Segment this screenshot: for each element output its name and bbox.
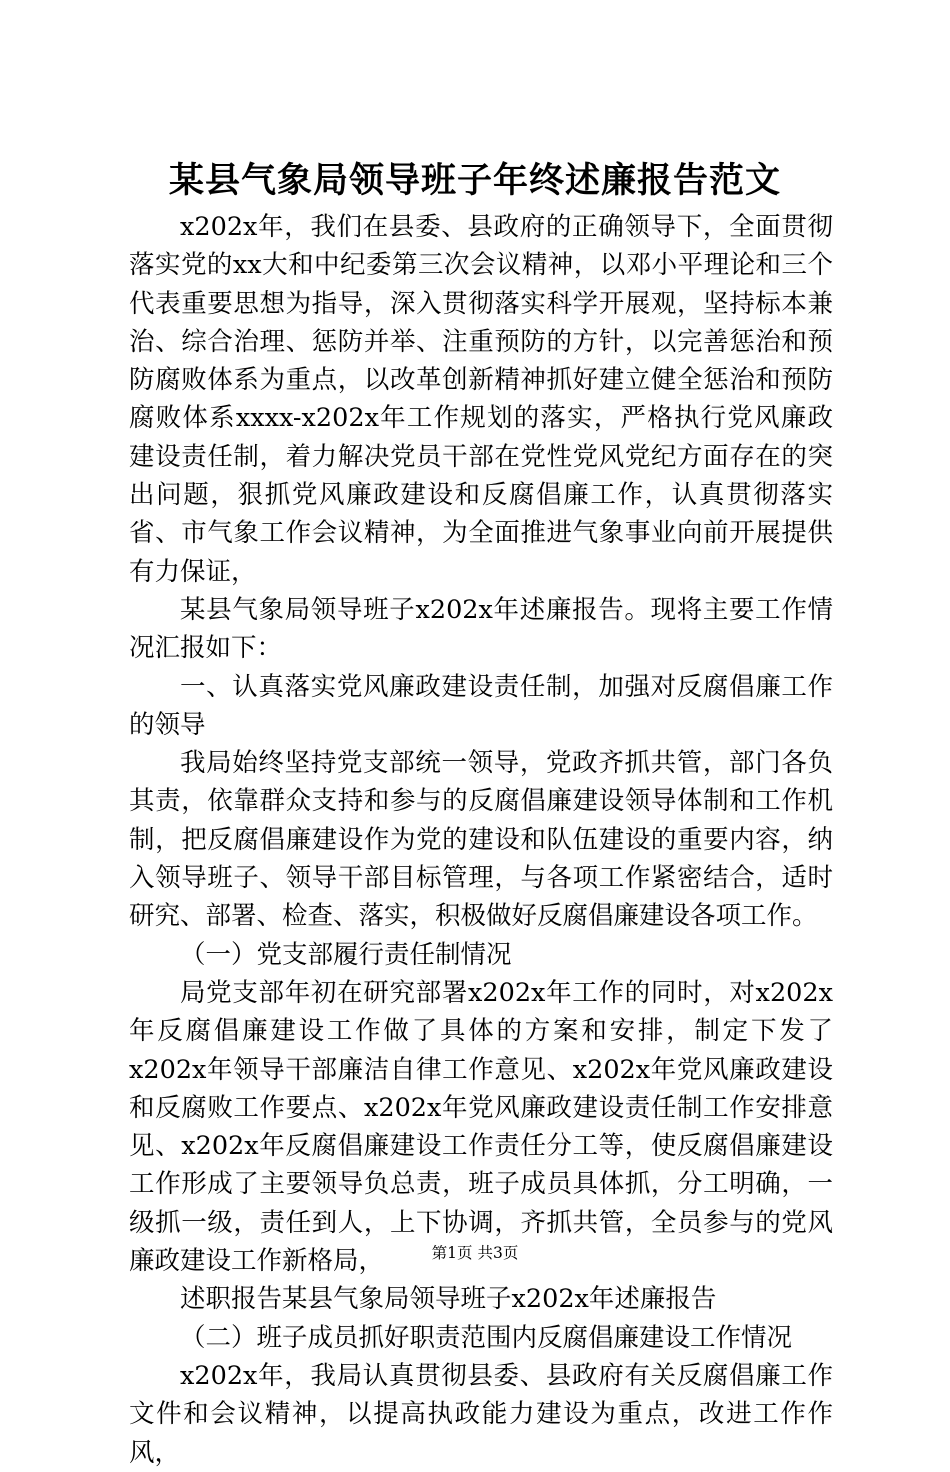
document-body: [129, 208, 833, 1472]
paragraph: x202x年，我局认真贯彻县委、县政府有关反腐倡廉工作文件和会议精神，以提高执政能力建设为重点，改进工作作风，: [129, 1360, 833, 1468]
paragraph: 某县气象局领导班子x202x年述廉报告。现将主要工作情况汇报如下：: [129, 594, 833, 664]
document-title: 某县气象局领导班子年终述廉报告范文: [168, 160, 781, 201]
page-number-footer: 第1页 共3页: [431, 1244, 519, 1262]
section-heading: 一、认真落实党风廉政建设责任制，加强对反腐倡廉工作的领导: [129, 671, 833, 740]
paragraph: 述职报告某县气象局领导班子x202x年述廉报告: [180, 1284, 717, 1315]
paragraph: 我局始终坚持党支部统一领导，党政齐抓共管，部门各负其责，依靠群众支持和参与的反腐倡廉建设领导体制和工作机制，把反腐倡廉建设作为党的建设和队伍建设的重要内容，纳入领导班子、领导干部目标管理，与各项工作紧密结合，适时研究、部署、检查、落实，积极做好反腐倡廉建设各项工作。: [129, 748, 833, 932]
paragraph: 局党支部年初在研究部署x202x年工作的同时，对x202x年反腐倡廉建设工作做了具体的方案和安排，制定下发了x202x年领导干部廉洁自律工作意见、x202x年党风廉政建设和反腐败工作要点、x202x年党风廉政建设责任制工作安排意见、x202x年反腐倡廉建设工作责任分工等，使反腐倡廉建设工作形成了主要领导负总责，班子成员具体抓，分工明确，一级抓一级，责任到人，上下协调，齐抓共管，全员参与的党风廉政建设工作新格局，: [129, 977, 833, 1277]
subsection-heading: （一）党支部履行责任制情况: [180, 939, 512, 970]
subsection-heading: （二）班子成员抓好职责范围内反腐倡廉建设工作情况: [180, 1322, 793, 1353]
paragraph: x202x年，我们在县委、县政府的正确领导下，全面贯彻落实党的xx大和中纪委第三次会议精神，以邓小平理论和三个代表重要思想为指导，深入贯彻落实科学开展观，坚持标本兼治、综合治理、惩防并举、注重预防的方针，以完善惩治和预防腐败体系为重点，以改革创新精神抓好建立健全惩治和预防腐败体系xxxx-x202x年工作规划的落实，严格执行党风廉政建设责任制，着力解决党员干部在党性党风党纪方面存在的突出问题，狠抓党风廉政建设和反腐倡廉工作，认真贯彻落实省、市气象工作会议精神，为全面推进气象事业向前开展提供有力保证，: [129, 212, 833, 587]
